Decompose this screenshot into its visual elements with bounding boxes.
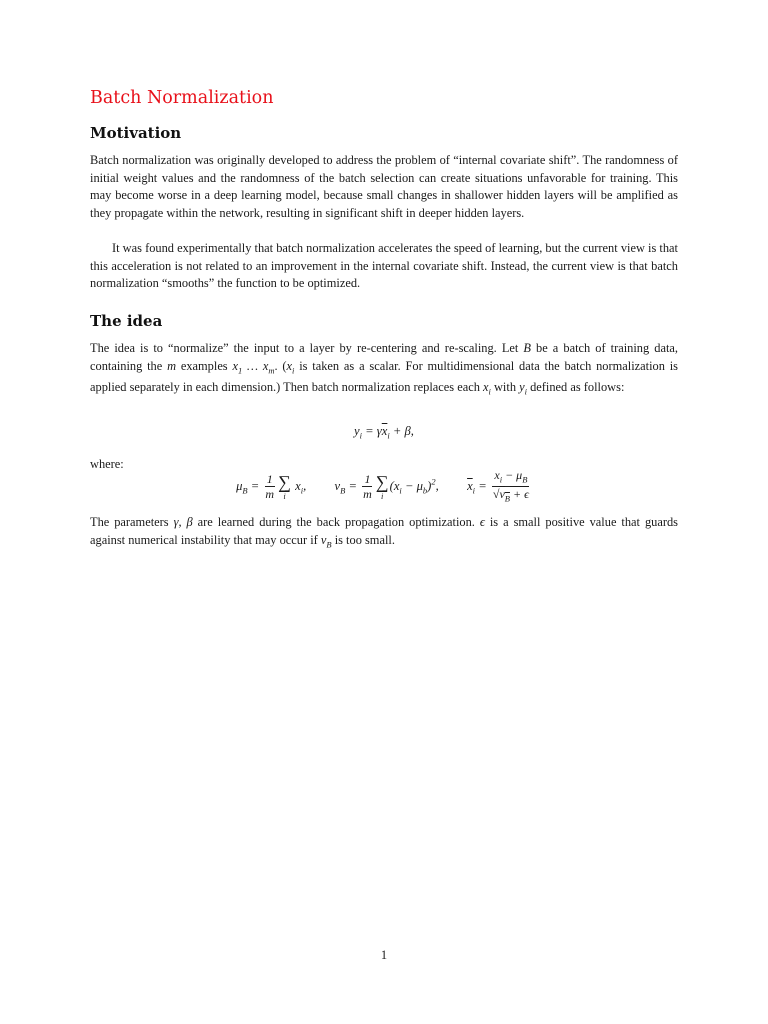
math-xi: $x_i$ bbox=[286, 358, 295, 375]
document-page bbox=[90, 0, 678, 1024]
math-x1-xm: $x_1$ … $x_m$ bbox=[232, 358, 275, 375]
equation-yi: $y_i = \gamma\overline{x}_i + \beta$, bbox=[354, 424, 414, 441]
section-heading-the-idea: The idea bbox=[90, 312, 163, 330]
idea-closing-paragraph: The parameters γ, β are learned during the back propagation optimization. ϵ is a small positive value that guards against numerical instability that may occur if $v_B$ is too small. bbox=[90, 515, 679, 549]
motivation-paragraph-2: It was found experimentally that batch normalization accelerates the speed of learning, but the current view is that this acceleration is not related to an improvement in the internal covariate shift. Instead, the current view is that batch normalization “smooths” the function to be optimized. bbox=[90, 241, 678, 290]
section-heading-motivation: Motivation bbox=[90, 124, 182, 142]
math-vb: $v_B$ bbox=[320, 532, 332, 549]
where-label: where: bbox=[90, 457, 124, 471]
document-title: Batch Normalization bbox=[90, 88, 274, 108]
idea-intro-paragraph: The idea is to “normalize” the input to a layer by re-centering and re-scaling. Let B be a batch of training data, containing the m examples $x_1$ … $x_m$. ($x_i$ is taken as a scalar. For multidimensional data the batch normalization is applied separately in each dimension.) Then batch normalization replaces each $x_i$ with $y_i$ defined as follows: bbox=[90, 341, 678, 397]
page-number: 1 bbox=[380, 948, 388, 962]
motivation-paragraph-1: Batch normalization was originally developed to address the problem of “internal covariate shift”. The randomness of initial weight values and the randomness of the batch selection can create situations unfavorable for training. This may become worse in a deep learning model, because small changes in shallower hidden layers will be amplified as they propagate within the network, resulting in significant shift in deeper hidden layers. bbox=[90, 153, 678, 220]
math-yi: $y_i$ bbox=[519, 380, 527, 397]
equation-definitions: $\mu_B$ = $\frac{1}{m}$ ∑ i $x_i$, $v_B$ = $\frac{1}{m}$ ∑ i $(x_i - \mu_b)^2$, $\overline{x}_i$ = $\frac{x_i - \mu_B}{√v_B + \epsilon}$ bbox=[236, 468, 529, 504]
math-xi: $x_i$ bbox=[483, 380, 491, 397]
